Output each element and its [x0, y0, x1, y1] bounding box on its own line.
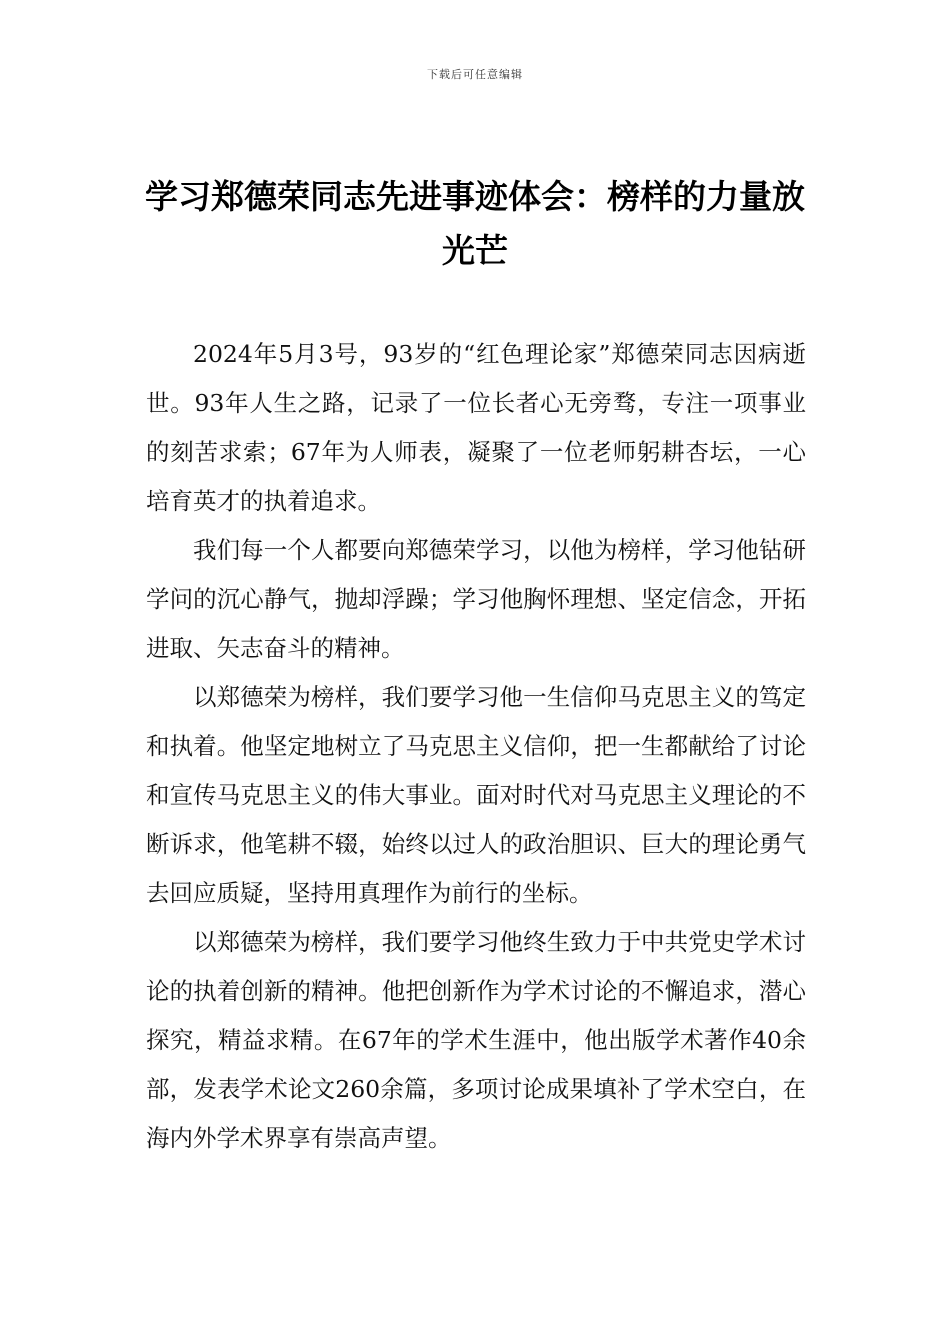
- page-title: 学习郑德荣同志先进事迹体会：榜样的力量放光芒: [145, 177, 805, 270]
- article-body: [146, 330, 806, 1163]
- paragraph: 2024年5月3号，93岁的“红色理论家”郑德荣同志因病逝世。93年人生之路，记录了一位长者心无旁骛，专注一项事业的刻苦求索；67年为人师表，凝聚了一位老师躬耕杏坛，一心培育英才的执着追求。: [146, 340, 806, 515]
- header-note: 下载后可任意编辑: [427, 68, 523, 81]
- paragraph: 我们每一个人都要向郑德荣学习，以他为榜样，学习他钻研学问的沉心静气，抛却浮躁；学习他胸怀理想、坚定信念，开拓进取、矢志奋斗的精神。: [146, 536, 806, 662]
- paragraph: 以郑德荣为榜样，我们要学习他一生信仰马克思主义的笃定和执着。他坚定地树立了马克思主义信仰，把一生都献给了讨论和宣传马克思主义的伟大事业。面对时代对马克思主义理论的不断诉求，他笔耕不辍，始终以过人的政治胆识、巨大的理论勇气去回应质疑，坚持用真理作为前行的坐标。: [146, 683, 806, 907]
- paragraph: 以郑德荣为榜样，我们要学习他终生致力于中共党史学术讨论的执着创新的精神。他把创新作为学术讨论的不懈追求，潜心探究，精益求精。在67年的学术生涯中，他出版学术著作40余部，发表学术论文260余篇，多项讨论成果填补了学术空白，在海内外学术界享有崇高声望。: [146, 928, 806, 1152]
